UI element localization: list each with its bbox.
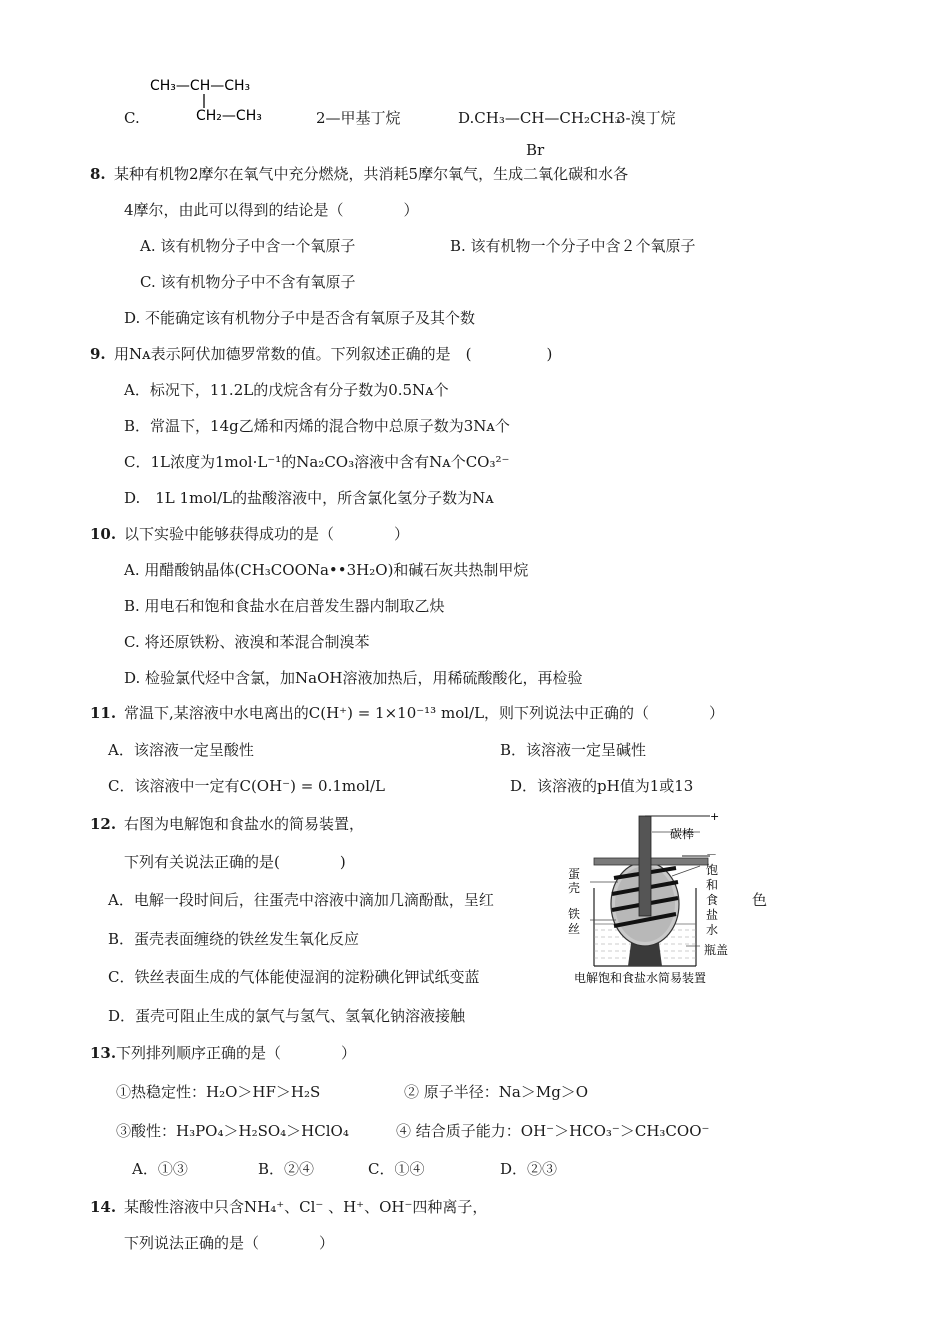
q9-option-c: C．1L浓度为1mol·L⁻¹的Na₂CO₃溶液中含有Nᴀ个CO₃²⁻ — [124, 453, 510, 471]
figure-minus-sign: － — [706, 848, 717, 861]
q7-option-c-label: C. — [124, 109, 140, 127]
q10-number: 10. — [90, 525, 117, 543]
figure-plus-sign: + — [710, 810, 720, 823]
figure-label-bottle-cap: 瓶盖 — [704, 943, 729, 957]
figure-caption: 电解饱和食盐水简易装置 — [574, 971, 707, 985]
q11-stem: 常温下,某溶液中水电离出的C(H⁺) = 1×10⁻¹³ mol/L，则下列说法中正确的（ ） — [124, 704, 725, 722]
q11-option-b: B．该溶液一定呈碱性 — [500, 741, 647, 759]
q9-option-b: B．常温下，14g乙烯和丙烯的混合物中总原子数为3Nᴀ个 — [124, 417, 510, 435]
figure-label-brine-1: 饱 — [706, 863, 719, 877]
q13-option-c: C．①④ — [368, 1160, 425, 1178]
q12-stem-line2: 下列有关说法正确的是( ) — [124, 853, 346, 871]
figure-label-eggshell-1: 蛋 — [568, 867, 581, 881]
figure-label-brine-4: 盐 — [706, 908, 719, 922]
structure-branch: CH₂—CH₃ — [196, 108, 262, 124]
q7-option-d-substituent: Br — [526, 141, 545, 159]
q10-option-a: A. 用醋酸钠晶体(CH₃COONa••3H₂O)和碱石灰共热制甲烷 — [124, 561, 529, 579]
figure-label-brine-2: 和 — [706, 878, 719, 892]
q13-number: 13. — [90, 1044, 117, 1062]
q10-option-c: C. 将还原铁粉、液溴和苯混合制溴苯 — [124, 633, 370, 651]
q12-number: 12. — [90, 815, 117, 833]
figure-label-brine-5: 水 — [706, 923, 719, 937]
q7-option-d-name: 3-溴丁烷 — [616, 109, 676, 127]
figure-label-brine-3: 食 — [706, 893, 719, 907]
q8-number: 8. — [90, 165, 106, 183]
q11-number: 11. — [90, 704, 117, 722]
q7-option-d-formula: D.CH₃—CH—CH₂CH₃ — [458, 109, 621, 127]
q13-option-b: B．②④ — [258, 1160, 315, 1178]
q13-item-1: ①热稳定性：H₂O＞HF＞H₂S — [116, 1083, 321, 1101]
q11-option-a: A．该溶液一定呈酸性 — [108, 741, 254, 759]
q13-item-3: ③酸性：H₃PO₄＞H₂SO₄＞HClO₄ — [116, 1122, 349, 1140]
q13-option-a: A．①③ — [132, 1160, 188, 1178]
q12-option-b: B．蛋壳表面缠绕的铁丝发生氧化反应 — [108, 930, 360, 948]
q8-stem-line1: 某种有机物2摩尔在氧气中充分燃烧，共消耗5摩尔氧气，生成二氧化碳和水各 — [114, 165, 629, 183]
q9-number: 9. — [90, 345, 106, 363]
q9-option-a: A．标况下，11.2L的戊烷含有分子数为0.5Nᴀ个 — [124, 381, 449, 399]
q9-stem: 用Nᴀ表示阿伏加德罗常数的值。下列叙述正确的是 ( ) — [114, 345, 553, 363]
q8-option-a: A. 该有机物分子中含一个氧原子 — [140, 237, 356, 255]
q12-option-a-tail: 色 — [752, 891, 768, 909]
q12-stem-line1: 右图为电解饱和食盐水的简易装置， — [124, 815, 365, 833]
q13-item-2: ② 原子半径：Na＞Mg＞O — [404, 1083, 589, 1101]
q14-stem-line1: 某酸性溶液中只含NH₄⁺、Cl⁻ 、H⁺、OH⁻四种离子， — [124, 1198, 488, 1216]
figure-label-carbon-rod: 碳棒 — [670, 827, 695, 841]
q7-option-c-name: 2—甲基丁烷 — [316, 109, 401, 127]
structure-top-chain: CH₃—CH—CH₃ — [150, 78, 251, 94]
structure-2-methylbutane — [146, 70, 286, 126]
q13-stem: 下列排列顺序正确的是（ ） — [116, 1044, 357, 1062]
q13-option-d: D．②③ — [500, 1160, 558, 1178]
q12-option-a: A．电解一段时间后，往蛋壳中溶液中滴加几滴酚酞，呈红 — [108, 891, 494, 909]
q12-option-c: C．铁丝表面生成的气体能使湿润的淀粉碘化钾试纸变蓝 — [108, 968, 480, 986]
q11-option-d: D．该溶液的pH值为1或13 — [510, 777, 694, 795]
q12-option-d: D．蛋壳可阻止生成的氯气与氢气、氢氧化钠溶液接触 — [108, 1007, 466, 1025]
q10-option-b: B. 用电石和饱和食盐水在启普发生器内制取乙炔 — [124, 597, 445, 615]
q14-stem-line2: 下列说法正确的是（ ） — [124, 1234, 335, 1252]
electrolysis-apparatus-figure — [560, 806, 760, 990]
carbon-rod — [639, 816, 651, 916]
figure-label-iron-wire-2: 丝 — [568, 922, 581, 936]
q11-option-c: C．该溶液中一定有C(OH⁻) = 0.1mol/L — [108, 777, 385, 795]
q10-option-d: D. 检验氯代烃中含氯，加NaOH溶液加热后，用稀硫酸酸化，再检验 — [124, 669, 583, 687]
q8-option-d: D. 不能确定该有机物分子中是否含有氧原子及其个数 — [124, 309, 476, 327]
q13-item-4: ④ 结合质子能力：OH⁻＞HCO₃⁻＞CH₃COO⁻ — [396, 1122, 710, 1140]
q14-number: 14. — [90, 1198, 117, 1216]
q8-option-c: C. 该有机物分子中不含有氧原子 — [140, 273, 356, 291]
q9-option-d: D. 1L 1mol/L的盐酸溶液中，所含氯化氢分子数为Nᴀ — [124, 489, 494, 507]
figure-label-eggshell-2: 壳 — [568, 881, 581, 895]
q8-stem-line2: 4摩尔，由此可以得到的结论是（ ） — [124, 201, 419, 219]
q10-stem: 以下实验中能够获得成功的是（ ） — [124, 525, 410, 543]
figure-label-iron-wire-1: 铁 — [568, 907, 581, 921]
q8-option-b: B. 该有机物一个分子中含２个氧原子 — [450, 237, 696, 255]
